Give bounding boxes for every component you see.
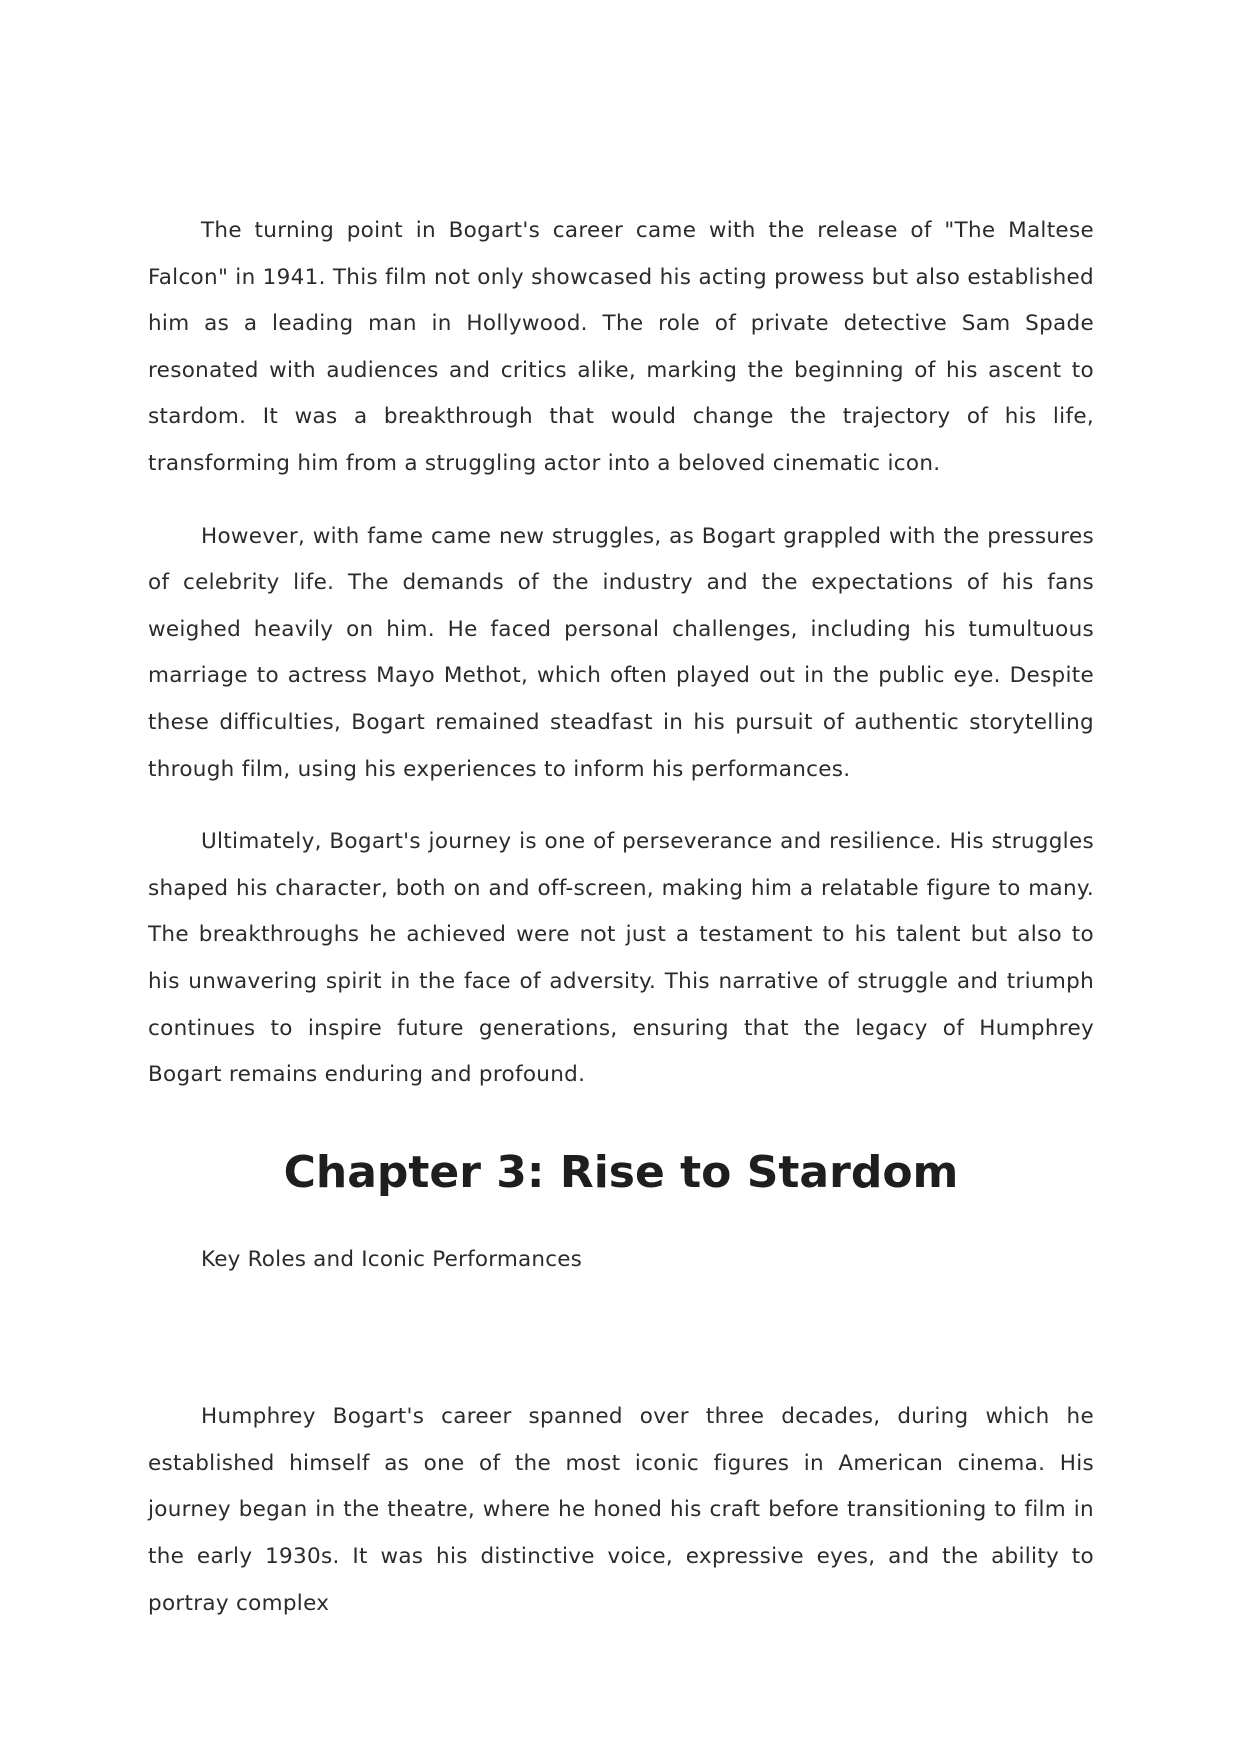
body-paragraph-2: However, with fame came new struggles, as Bogart grappled with the pressures of celebrity life. The demands of the industry and the expectations of his fans weighed heavily on him. He faced personal challenges, including his tumultuous marriage to actress Mayo Methot, which often played out in the public eye. Despite these difficulties, Bogart remained steadfast in his pursuit of authentic storytelling through film, using his experiences to inform his performances. bbox=[148, 523, 1094, 782]
page-content bbox=[148, 208, 1094, 1653]
section-subheading: Key Roles and Iconic Performances bbox=[201, 1246, 583, 1272]
chapter-title: Chapter 3: Rise to Stardom bbox=[283, 1146, 959, 1198]
body-paragraph-4: Humphrey Bogart's career spanned over three decades, during which he established himself as one of the most iconic figures in American cinema. His journey began in the theatre, where he honed his craft before transitioning to film in the early 1930s. It was his distinctive voice, expressive eyes, and the ability to portray complex bbox=[148, 1404, 1094, 1616]
body-paragraph-3: Ultimately, Bogart's journey is one of perseverance and resilience. His struggles shaped his character, both on and off-screen, making him a relatable figure to many. The breakthroughs he achieved were not just a testament to his talent but also to his unwavering spirit in the face of adversity. This narrative of struggle and triumph continues to inspire future generations, ensuring that the legacy of Humphrey Bogart remains enduring and profound. bbox=[148, 829, 1094, 1088]
body-paragraph-1: The turning point in Bogart's career came with the release of "The Maltese Falcon" in 1941. This film not only showcased his acting prowess but also established him as a leading man in Hollywood. The role of private detective Sam Spade resonated with audiences and critics alike, marking the beginning of his ascent to stardom. It was a breakthrough that would change the trajectory of his life, transforming him from a struggling actor into a beloved cinematic icon. bbox=[148, 218, 1094, 476]
